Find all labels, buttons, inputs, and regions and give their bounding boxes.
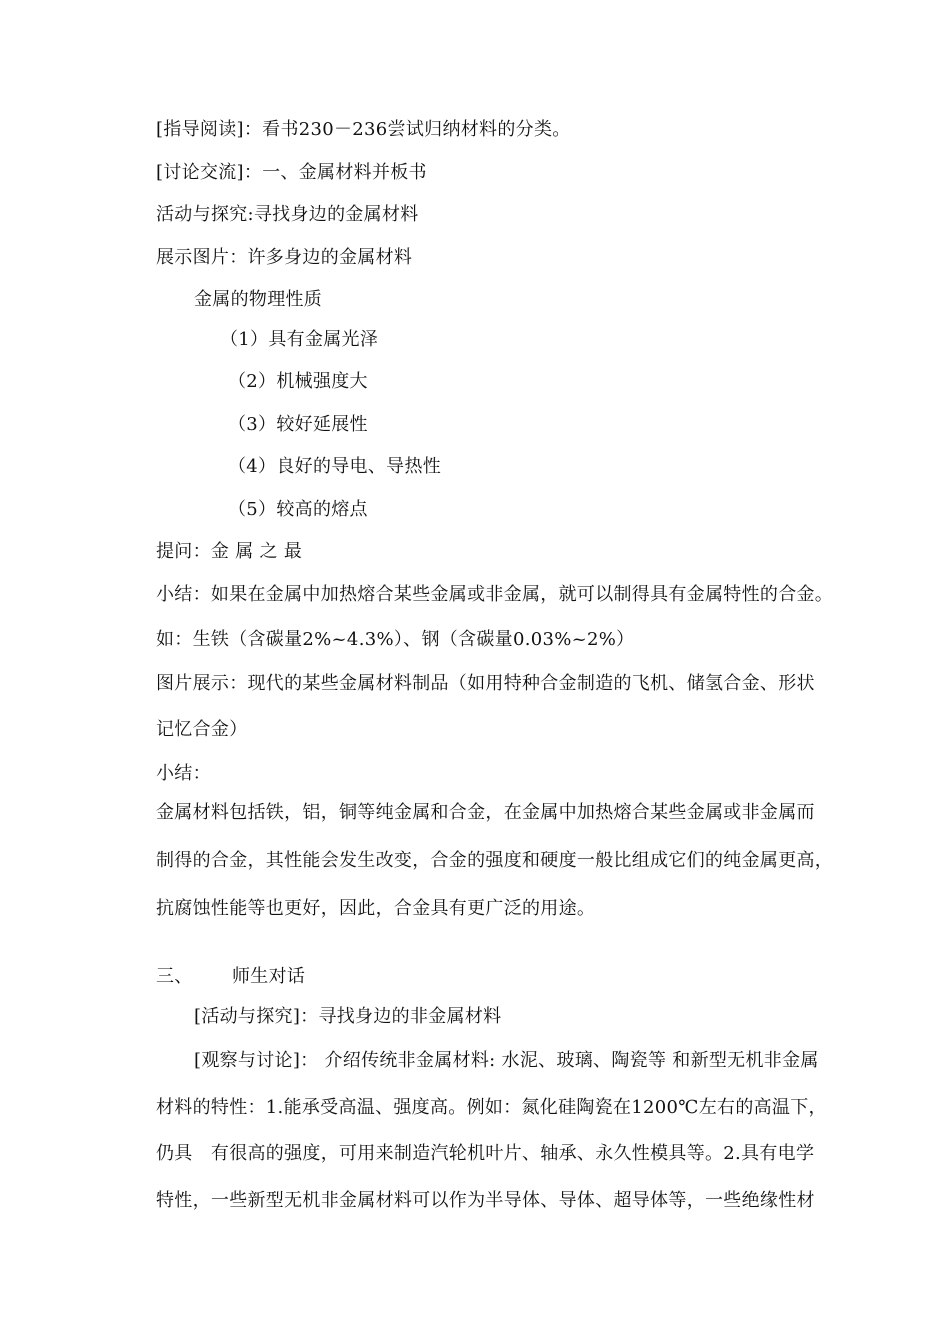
observe-line: 材料的特性：1.能承受高温、强度高。例如：氮化硅陶瓷在1200℃左右的高温下， [156,1097,827,1118]
example-line: 如：生铁（含碳量2%~4.3%）、钢（含碳量0.03%~2%） [156,629,635,650]
section3-number: 三、 [156,966,193,987]
activity2-line: [活动与探究]：寻找身边的非金属材料 [194,1006,502,1027]
observe-line: 仍具 有很高的强度，可用来制造汽轮机叶片、轴承、永久性模具等。2.具有电学 [156,1143,815,1164]
discussion-line: [讨论交流]：一、金属材料并板书 [156,162,427,183]
activity-line: 活动与探究:寻找身边的金属材料 [156,204,419,225]
picture-show-line: 记忆合金） [156,719,248,740]
picture-show-line: 图片展示：现代的某些金属材料制品（如用特种合金制造的飞机、储氢合金、形状 [156,673,815,694]
physical-prop-item: （1）具有金属光泽 [220,329,379,350]
physical-prop-item: （4）良好的导电、导热性 [228,456,442,477]
guide-reading-line: [指导阅读]：看书230－236尝试归纳材料的分类。 [156,119,571,140]
summary2-line: 金属材料包括铁，铝，铜等纯金属和合金，在金属中加热熔合某些金属或非金属而 [156,802,815,823]
question-line: 提问：金 属 之 最 [156,541,303,562]
observe-line: 特性，一些新型无机非金属材料可以作为半导体、导体、超导体等，一些绝缘性材 [156,1190,815,1211]
physical-props-heading: 金属的物理性质 [194,289,323,310]
summary1-line: 小结：如果在金属中加热熔合某些金属或非金属，就可以制得具有金属特性的合金。 [156,584,834,605]
summary2-line: 抗腐蚀性能等也更好，因此，合金具有更广泛的用途。 [156,898,596,919]
physical-prop-item: （5）较高的熔点 [228,499,368,520]
summary2-line: 制得的合金，其性能会发生改变，合金的强度和硬度一般比组成它们的纯金属更高， [156,850,834,871]
physical-prop-item: （3）较好延展性 [228,414,368,435]
show-pictures-line: 展示图片：许多身边的金属材料 [156,247,413,268]
physical-prop-item: （2）机械强度大 [228,371,368,392]
observe-line: [观察与讨论]： 介绍传统非金属材料: 水泥、玻璃、陶瓷等 和新型无机非金属 [194,1050,819,1071]
section3-title: 师生对话 [232,966,306,987]
summary2-label: 小结： [156,763,211,784]
